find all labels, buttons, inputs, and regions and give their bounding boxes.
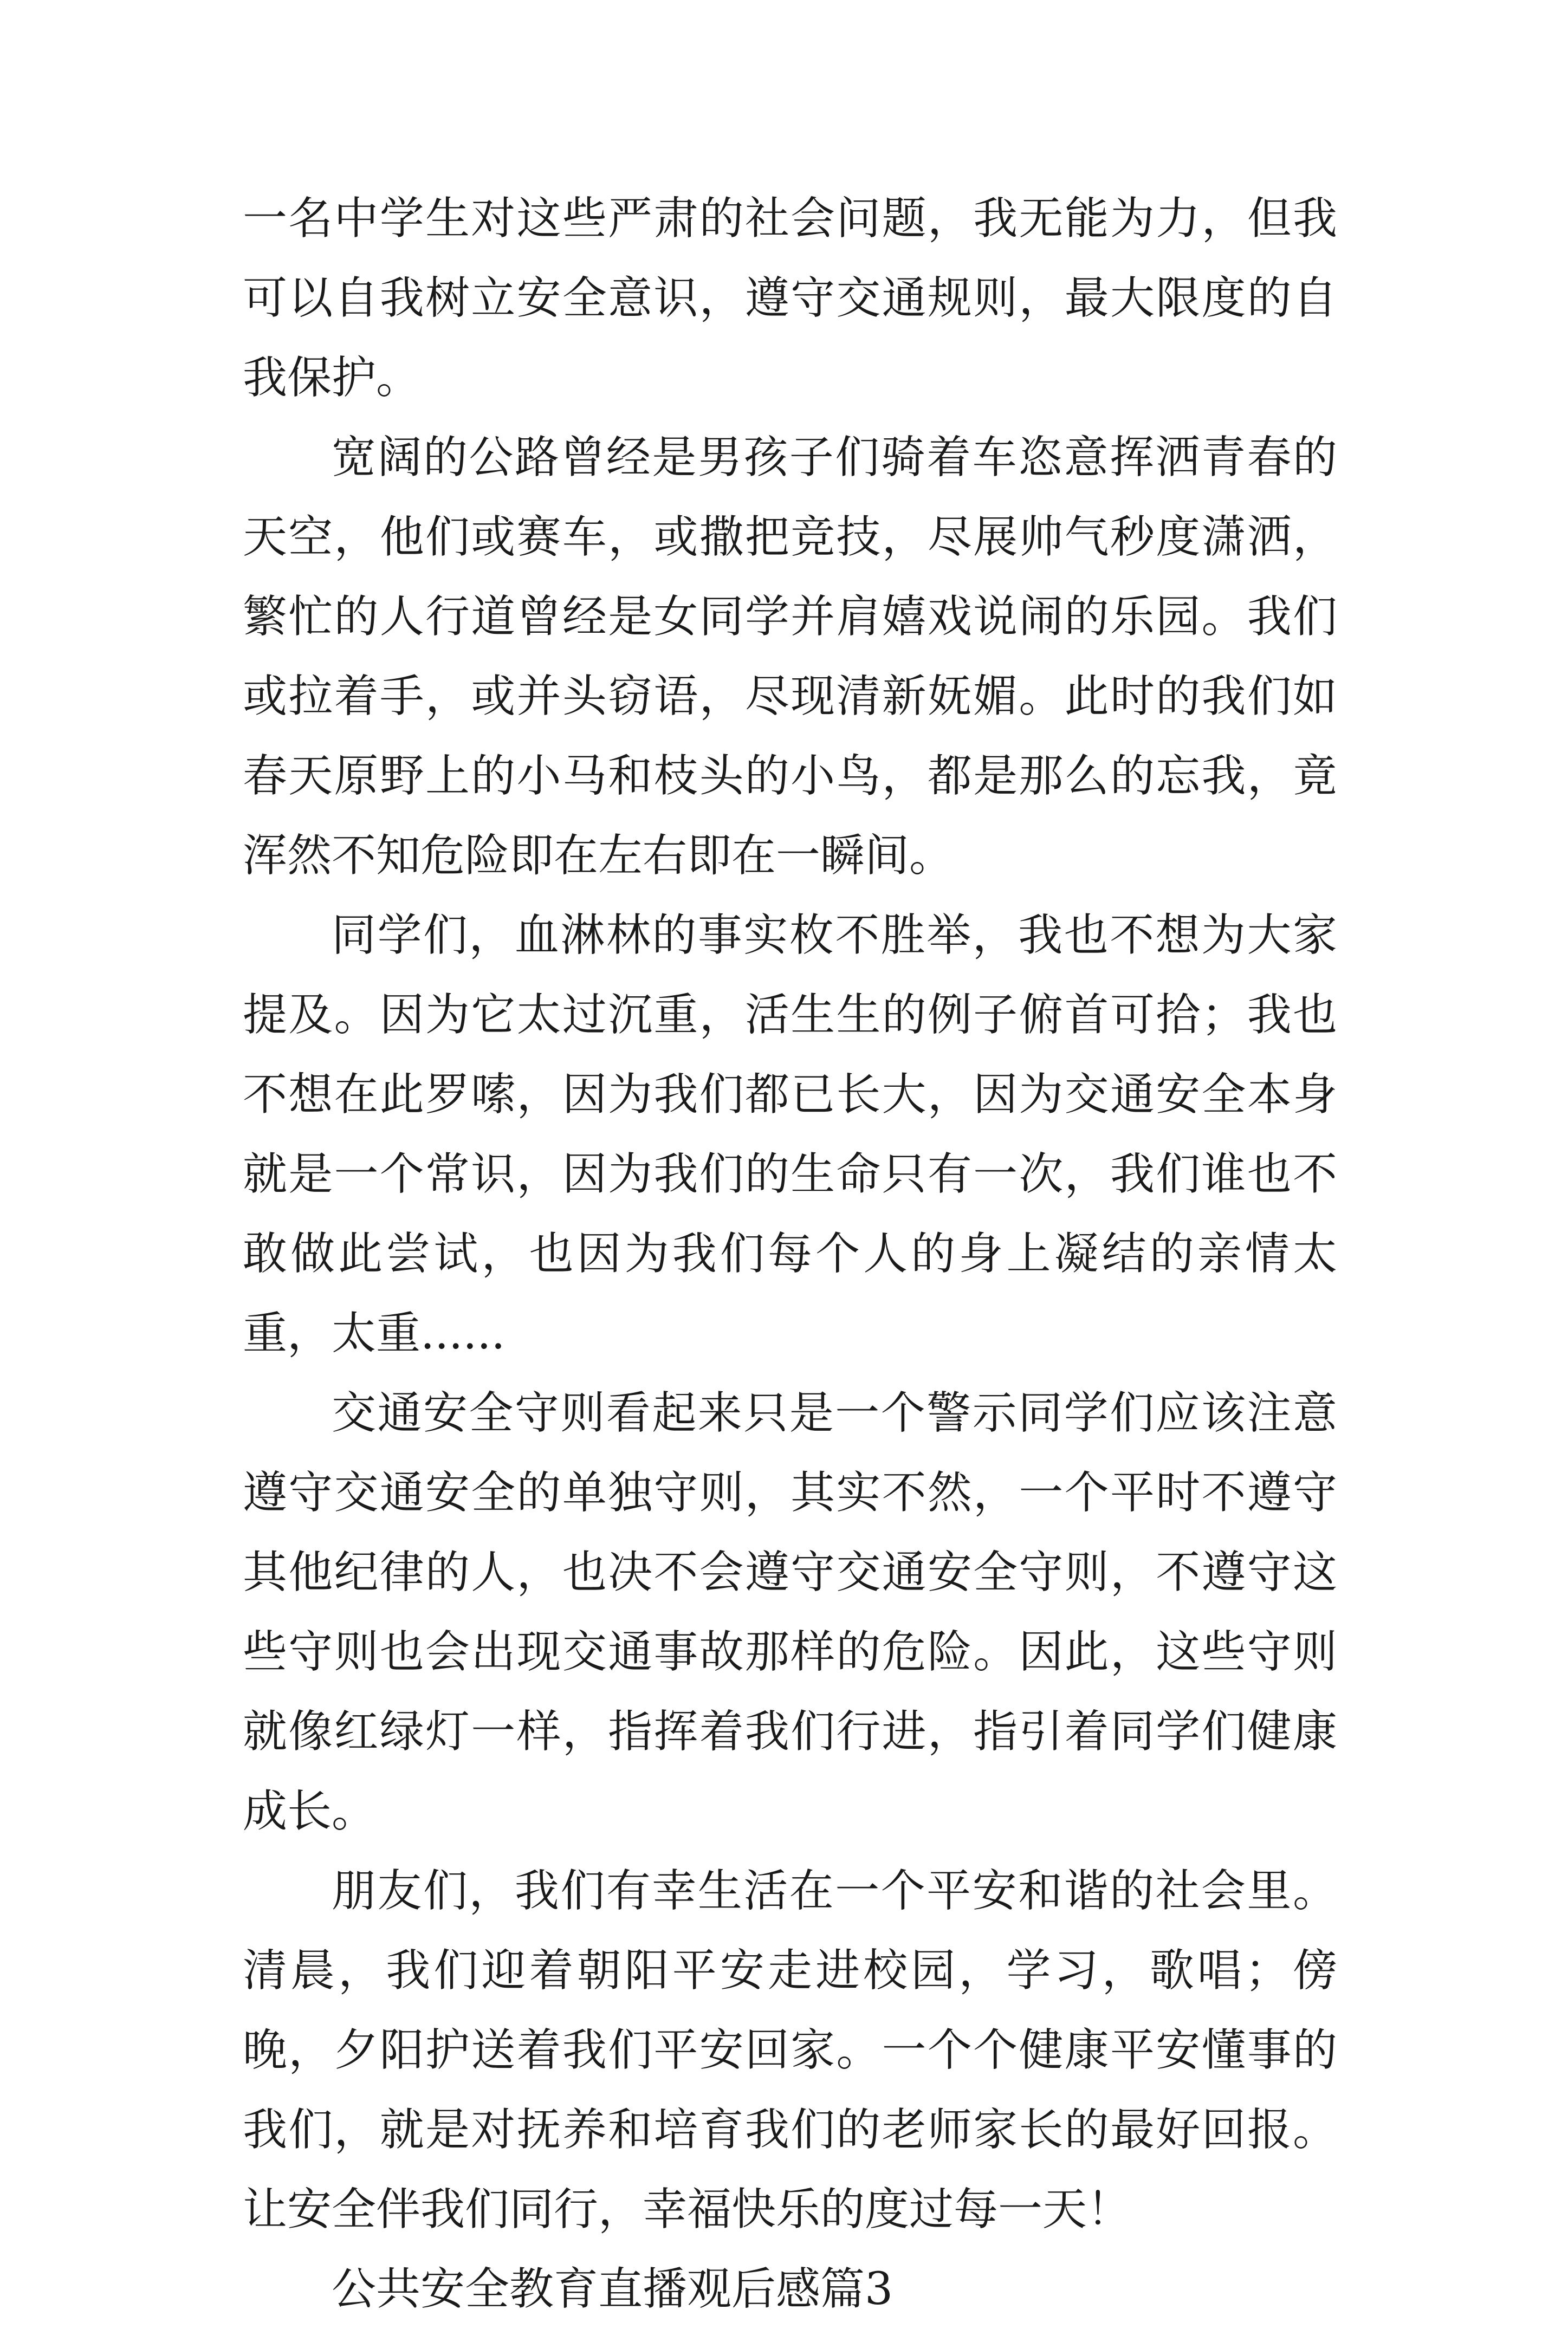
document-body (243, 179, 1337, 2329)
paragraph-traffic-rules: 交通安全守则看起来只是一个警示同学们应该注意遵守交通安全的单独守则，其实不然，一个平时不遵守其他纪律的人，也决不会遵守交通安全守则，不遵守这些守则也会出现交通事故那样的危险。因此，这些守则就像红绿灯一样，指挥着我们行进，指引着同学们健康成长。 (243, 1387, 1337, 1837)
paragraph-highway: 宽阔的公路曾经是男孩子们骑着车恣意挥洒青春的天空，他们或赛车，或撒把竞技，尽展帅气秒度潇洒，繁忙的人行道曾经是女同学并肩嬉戏说闹的乐园。我们或拉着手，或并头窃语，尽现清新妩媚。此时的我们如春天原野上的小马和枝头的小鸟，都是那么的忘我，竟浑然不知危险即在左右即在一瞬间。 (243, 432, 1337, 881)
paragraph-friends: 朋友们，我们有幸生活在一个平安和谐的社会里。清晨，我们迎着朝阳平安走进校园，学习，歌唱；傍晚，夕阳护送着我们平安回家。一个个健康平安懂事的我们，就是对抚养和培育我们的老师家长的最好回报。让安全伴我们同行，幸福快乐的度过每一天！ (243, 1865, 1337, 2235)
paragraph-continuation: 一名中学生对这些严肃的社会问题，我无能为力，但我可以自我树立安全意识，遵守交通规则，最大限度的自我保护。 (243, 193, 1337, 404)
paragraph-classmates: 同学们，血淋林的事实枚不胜举，我也不想为大家提及。因为它太过沉重，活生生的例子俯首可拾；我也不想在此罗嗦，因为我们都已长大，因为交通安全本身就是一个常识，因为我们的生命只有一次，我们谁也不敢做此尝试，也因为我们每个人的身上凝结的亲情太重，太重...... (243, 910, 1337, 1359)
section-heading: 公共安全教育直播观后感篇3 (332, 2263, 893, 2315)
